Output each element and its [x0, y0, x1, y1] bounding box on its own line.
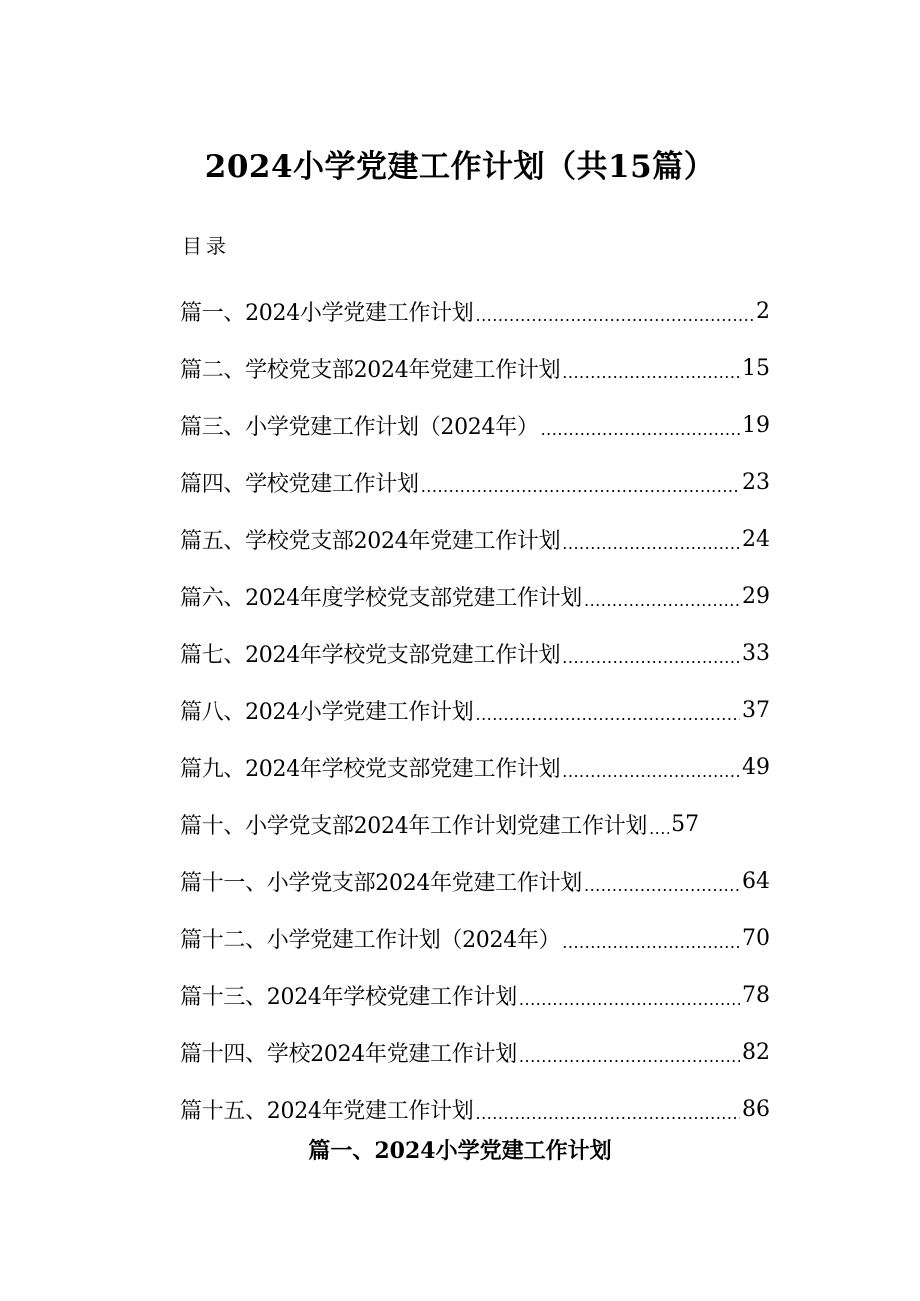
- toc-dot-leader: [562, 534, 740, 553]
- toc-entry[interactable]: [180, 568, 770, 625]
- toc-dot-leader: [421, 477, 740, 496]
- toc-entry-label: 篇十二、小学党建工作计划（2024年）: [180, 928, 561, 953]
- toc-dot-leader: [562, 363, 740, 382]
- toc-entry-label: 篇十、小学党支部2024年工作计划党建工作计划: [180, 814, 648, 839]
- toc-entry-label: 篇一、2024小学党建工作计划: [180, 301, 474, 326]
- toc-entry-label: 篇五、学校党支部2024年党建工作计划: [180, 529, 561, 554]
- toc-entry[interactable]: [180, 853, 770, 910]
- toc-entry-page: 86: [742, 1097, 770, 1122]
- toc-dot-leader: [584, 591, 740, 610]
- toc-entry-label: 篇四、学校党建工作计划: [180, 472, 419, 497]
- toc-entry[interactable]: [180, 511, 770, 568]
- toc-entry[interactable]: [180, 796, 770, 853]
- toc-entry[interactable]: [180, 739, 770, 796]
- toc-entry[interactable]: [180, 397, 770, 454]
- toc-dot-leader: [476, 705, 741, 724]
- toc-entry[interactable]: [180, 454, 770, 511]
- toc-entry-page: 64: [742, 869, 770, 894]
- toc-entry-page: 57: [671, 812, 700, 837]
- toc-entry-page: 24: [742, 527, 770, 552]
- toc-entry-label: 篇十四、学校2024年党建工作计划: [180, 1042, 517, 1067]
- toc-entry[interactable]: [180, 682, 770, 739]
- toc-dot-leader: [562, 648, 740, 667]
- toc-entry-label: 篇八、2024小学党建工作计划: [180, 700, 474, 725]
- toc-dot-leader: [476, 306, 755, 325]
- toc-dot-leader: [476, 1104, 741, 1123]
- toc-dot-leader: [562, 762, 740, 781]
- toc-entry-label: 篇七、2024年学校党支部党建工作计划: [180, 643, 561, 668]
- toc-entry-page: 29: [742, 584, 770, 609]
- toc-heading: 目录: [182, 234, 230, 258]
- toc-entry-page: 49: [742, 755, 770, 780]
- toc-entry-page: 23: [742, 470, 770, 495]
- toc-entry-label: 篇三、小学党建工作计划（2024年）: [180, 415, 539, 440]
- toc-entry[interactable]: [180, 283, 770, 340]
- table-of-contents: [180, 283, 770, 1138]
- toc-entry[interactable]: [180, 967, 770, 1024]
- toc-entry-label: 篇十五、2024年党建工作计划: [180, 1099, 474, 1124]
- toc-entry[interactable]: [180, 1081, 770, 1138]
- toc-entry-page: 37: [742, 698, 770, 723]
- toc-entry[interactable]: [180, 625, 770, 682]
- toc-entry[interactable]: [180, 1024, 770, 1081]
- toc-entry[interactable]: [180, 340, 770, 397]
- toc-entry-label: 篇九、2024年学校党支部党建工作计划: [180, 757, 561, 782]
- toc-entry-page: 15: [742, 356, 770, 381]
- toc-dot-leader: [519, 990, 740, 1009]
- toc-dot-leader: [562, 933, 740, 952]
- toc-entry[interactable]: [180, 910, 770, 967]
- toc-dot-leader: [649, 819, 669, 838]
- section-heading: 篇一、2024小学党建工作计划: [308, 1138, 612, 1164]
- toc-entry-page: 78: [742, 983, 770, 1008]
- toc-entry-label: 篇十三、2024年学校党建工作计划: [180, 985, 517, 1010]
- toc-entry-page: 70: [742, 926, 770, 951]
- toc-entry-label: 篇十一、小学党支部2024年党建工作计划: [180, 871, 582, 896]
- toc-entry-page: 82: [742, 1040, 770, 1065]
- toc-dot-leader: [541, 420, 740, 439]
- toc-entry-page: 33: [742, 641, 770, 666]
- toc-entry-label: 篇六、2024年度学校党支部党建工作计划: [180, 586, 582, 611]
- toc-entry-page: 2: [756, 299, 770, 324]
- toc-dot-leader: [584, 876, 740, 895]
- document-title: 2024小学党建工作计划（共15篇）: [204, 149, 716, 185]
- toc-dot-leader: [519, 1047, 740, 1066]
- toc-entry-label: 篇二、学校党支部2024年党建工作计划: [180, 358, 561, 383]
- toc-entry-page: 19: [742, 413, 770, 438]
